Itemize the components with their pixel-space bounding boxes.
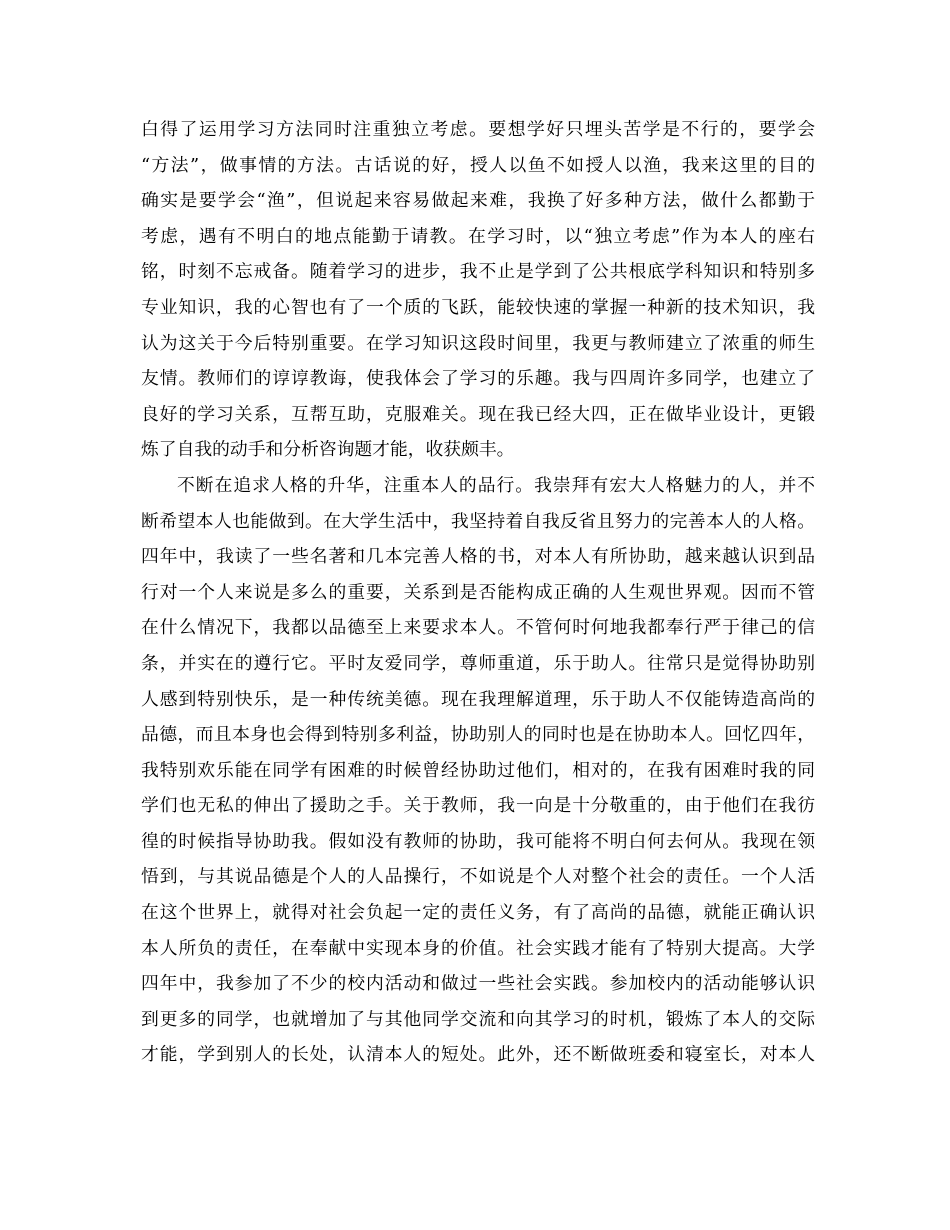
paragraph-2 (141, 468, 815, 1073)
text-line: 我特别欢乐能在同学有困难的时候曾经协助过他们，相对的，在我有困难时我的同 (141, 759, 815, 781)
text-line: 断希望本人也能做到。在大学生活中，我坚持着自我反省且努力的完善本人的人格。 (141, 510, 815, 532)
text-line: 铭，时刻不忘戒备。随着学习的进步，我不止是学到了公共根底学科知识和特别多 (141, 261, 815, 283)
text-line: 确实是要学会“渔”，但说起来容易做起来难，我换了好多种方法，做什么都勤于 (141, 190, 815, 212)
text-line: 徨的时候指导协助我。假如没有教师的协助，我可能将不明白何去何从。我现在领 (141, 830, 815, 852)
text-line: 友情。教师们的谆谆教诲，使我体会了学习的乐趣。我与四周许多同学，也建立了 (141, 368, 815, 390)
text-line: 不断在追求人格的升华，注重本人的品行。我崇拜有宏大人格魅力的人，并不 (177, 474, 815, 496)
body-text (141, 112, 815, 1073)
text-line: 悟到，与其说品德是个人的人品操行，不如说是个人对整个社会的责任。一个人活 (141, 866, 815, 888)
text-line: 炼了自我的动手和分析咨询题才能，收获颇丰。 (141, 439, 515, 461)
text-line: 在这个世界上，就得对社会负起一定的责任义务，有了高尚的品德，就能正确认识 (141, 902, 815, 924)
text-line: 四年中，我读了一些名著和几本完善人格的书，对本人有所协助，越来越认识到品 (141, 546, 815, 568)
text-line: 白得了运用学习方法同时注重独立考虑。要想学好只埋头苦学是不行的，要学会 (141, 119, 815, 140)
text-line: 行对一个人来说是多么的重要，关系到是否能构成正确的人生观世界观。因而不管 (141, 581, 815, 603)
text-line: 四年中，我参加了不少的校内活动和做过一些社会实践。参加校内的活动能够认识 (141, 973, 815, 995)
text-line: 学们也无私的伸出了援助之手。关于教师，我一向是十分敬重的，由于他们在我彷 (141, 795, 815, 817)
text-line: 到更多的同学，也就增加了与其他同学交流和向其学习的时机，锻炼了本人的交际 (141, 1008, 815, 1030)
text-line: 认为这关于今后特别重要。在学习知识这段时间里，我更与教师建立了浓重的师生 (141, 332, 815, 354)
text-line: “方法”，做事情的方法。古话说的好，授人以鱼不如授人以渔，我来这里的目的 (141, 154, 815, 176)
text-line: 才能，学到别人的长处，认清本人的短处。此外，还不断做班委和寝室长，对本人 (141, 1044, 815, 1066)
text-line: 专业知识，我的心智也有了一个质的飞跃，能较快速的掌握一种新的技术知识，我 (141, 296, 815, 318)
text-line: 条，并实在的遵行它。平时友爱同学，尊师重道，乐于助人。往常只是觉得协助别 (141, 652, 815, 674)
text-line: 品德，而且本身也会得到特别多利益，协助别人的同时也是在协助本人。回忆四年， (141, 724, 815, 746)
paragraph-1 (141, 112, 815, 468)
text-line: 良好的学习关系，互帮互助，克服难关。现在我已经大四，正在做毕业设计，更锻 (141, 403, 815, 425)
text-line: 本人所负的责任，在奉献中实现本身的价值。社会实践才能有了特别大提高。大学 (141, 937, 815, 959)
text-line: 人感到特别快乐，是一种传统美德。现在我理解道理，乐于助人不仅能铸造高尚的 (141, 688, 815, 710)
text-line: 考虑，遇有不明白的地点能勤于请教。在学习时，以“独立考虑”作为本人的座右 (141, 225, 815, 247)
text-line: 在什么情况下，我都以品德至上来要求本人。不管何时何地我都奉行严于律己的信 (141, 617, 815, 639)
